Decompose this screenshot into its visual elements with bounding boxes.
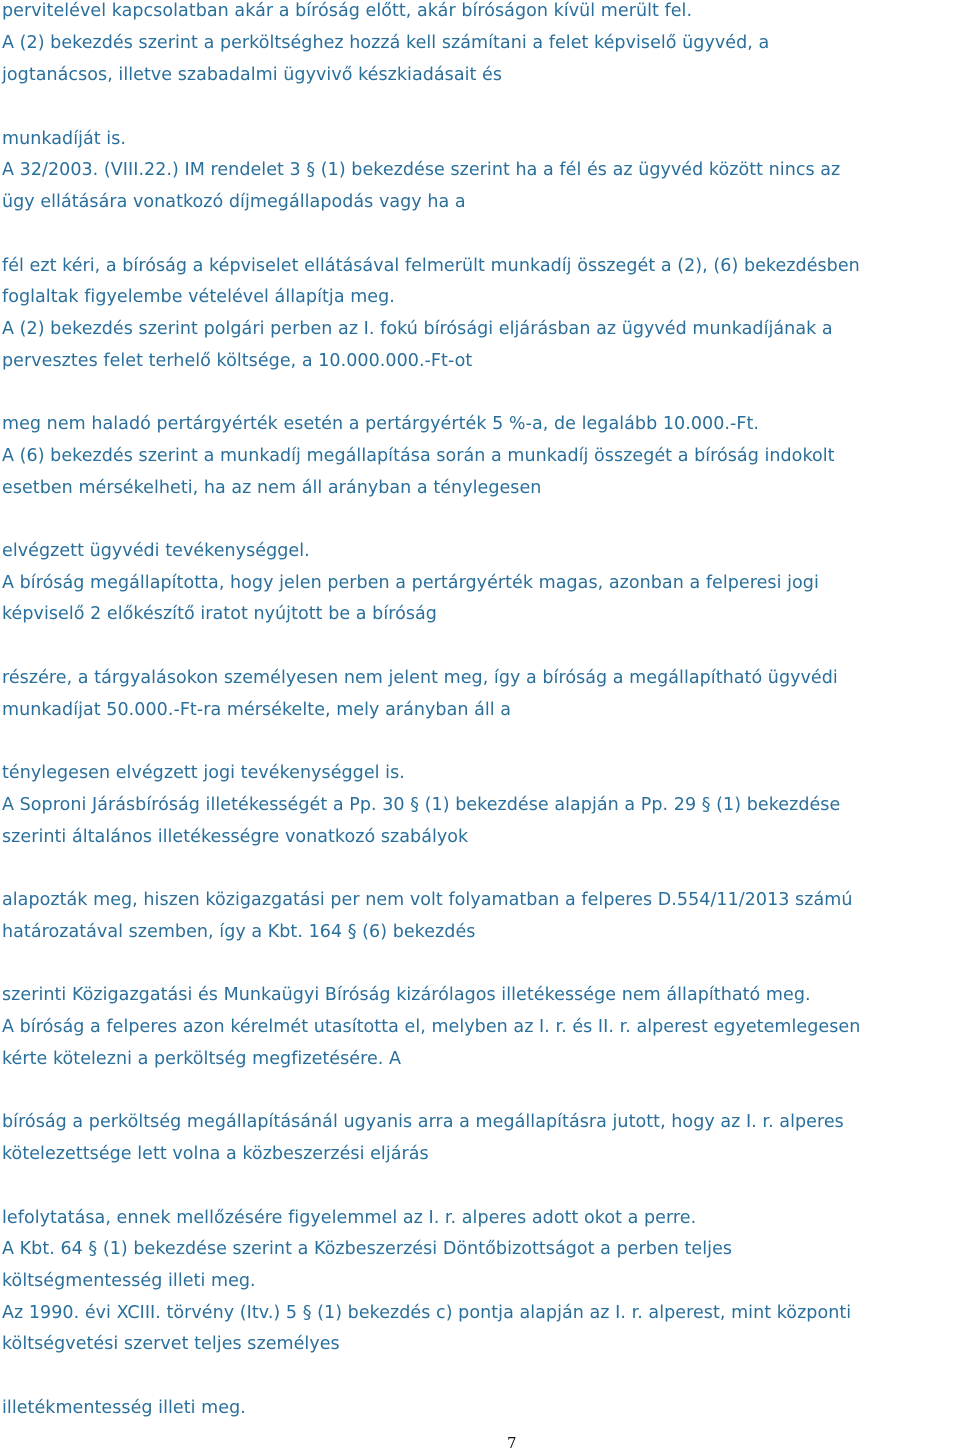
text-line: költségmentesség illeti meg. xyxy=(2,1271,256,1291)
text-line: A 32/2003. (VIII.22.) IM rendelet 3 § (1) bekezdése szerint ha a fél és az ügyvéd között nincs az xyxy=(2,160,841,180)
text-line: bíróság a perköltség megállapításánál ugyanis arra a megállapításra jutott, hogy az I. r. alperes xyxy=(2,1112,844,1132)
text-line: A bíróság a felperes azon kérelmét utasította el, melyben az I. r. és II. r. alperest egyetemlegesen xyxy=(2,1017,861,1037)
text-line: A Kbt. 64 § (1) bekezdése szerint a Közbeszerzési Döntőbizottságot a perben teljes xyxy=(2,1239,733,1259)
text-line: fél ezt kéri, a bíróság a képviselet ellátásával felmerült munkadíj összegét a (2), (6) bekezdésben xyxy=(2,256,860,276)
text-line: A (6) bekezdés szerint a munkadíj megállapítása során a munkadíj összegét a bíróság indokolt xyxy=(2,446,835,466)
text-line: részére, a tárgyalásokon személyesen nem jelent meg, így a bíróság a megállapítható ügyvédi xyxy=(2,668,838,688)
text-line: foglaltak figyelembe vételével állapítja meg. xyxy=(2,287,395,307)
text-line: esetben mérsékelheti, ha az nem áll arányban a ténylegesen xyxy=(2,478,542,498)
text-line: munkadíját is. xyxy=(2,129,127,149)
text-line: kérte kötelezni a perköltség megfizetésére. A xyxy=(2,1049,402,1069)
text-line: A (2) bekezdés szerint a perköltséghez hozzá kell számítani a felet képviselő ügyvéd, a xyxy=(2,33,770,53)
text-line: meg nem haladó pertárgyérték esetén a pertárgyérték 5 %-a, de legalább 10.000.-Ft. xyxy=(2,414,759,434)
text-line: határozatával szemben, így a Kbt. 164 § (6) bekezdés xyxy=(2,922,476,942)
text-line: alapozták meg, hiszen közigazgatási per nem volt folyamatban a felperes D.554/11/2013 számú xyxy=(2,890,853,910)
text-line: jogtanácsos, illetve szabadalmi ügyvivő készkiadásait és xyxy=(2,65,503,85)
text-line: munkadíjat 50.000.-Ft-ra mérsékelte, mely arányban áll a xyxy=(2,700,512,720)
text-line: A bíróság megállapította, hogy jelen perben a pertárgyérték magas, azonban a felperesi jogi xyxy=(2,573,819,593)
text-line: illetékmentesség illeti meg. xyxy=(2,1398,246,1418)
page-number: 7 xyxy=(507,1434,517,1452)
text-line: kötelezettsége lett volna a közbeszerzési eljárás xyxy=(2,1144,429,1164)
text-line: A Soproni Járásbíróság illetékességét a Pp. 30 § (1) bekezdése alapján a Pp. 29 § (1) bekezdése xyxy=(2,795,841,815)
text-line: pervesztes felet terhelő költsége, a 10.000.000.-Ft-ot xyxy=(2,351,473,371)
text-line: Az 1990. évi XCIII. törvény (Itv.) 5 § (1) bekezdés c) pontja alapján az I. r. alperest, mint központi xyxy=(2,1303,852,1323)
text-line: lefolytatása, ennek mellőzésére figyelemmel az I. r. alperes adott okot a perre. xyxy=(2,1208,697,1228)
text-line: ténylegesen elvégzett jogi tevékenységgel is. xyxy=(2,763,405,783)
text-line: szerinti Közigazgatási és Munkaügyi Bíróság kizárólagos illetékessége nem állapítható meg. xyxy=(2,985,811,1005)
text-line: elvégzett ügyvédi tevékenységgel. xyxy=(2,541,310,561)
text-line: szerinti általános illetékességre vonatkozó szabályok xyxy=(2,827,469,847)
text-line: költségvetési szervet teljes személyes xyxy=(2,1334,340,1354)
text-line: ügy ellátására vonatkozó díjmegállapodás vagy ha a xyxy=(2,192,466,212)
text-line: pervitelével kapcsolatban akár a bíróság előtt, akár bíróságon kívül merült fel. xyxy=(2,1,693,21)
text-line: képviselő 2 előkészítő iratot nyújtott be a bíróság xyxy=(2,604,437,624)
text-line: A (2) bekezdés szerint polgári perben az I. fokú bírósági eljárásban az ügyvéd munkadíjának a xyxy=(2,319,833,339)
